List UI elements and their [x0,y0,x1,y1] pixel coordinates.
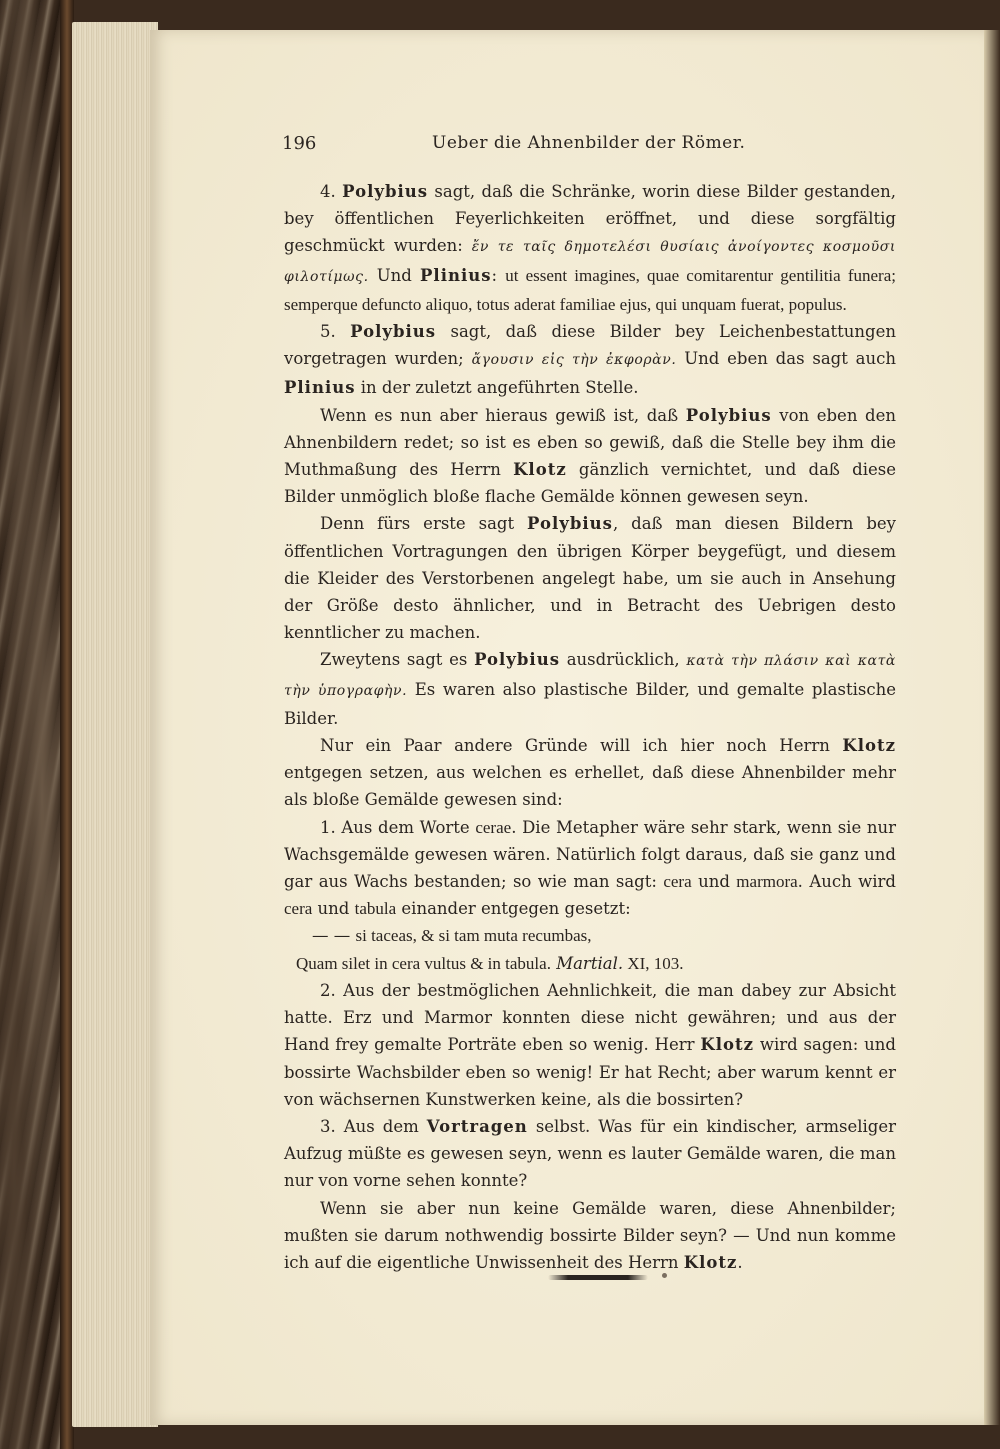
paragraph [284,510,896,646]
spaced-name: Plinius [284,378,356,398]
text-segment: 1. Aus dem Worte [320,817,476,837]
text-segment: sagt, daß die Schränke, worin diese Bilder gestanden, bey öffentlichen Feyerlichkeiten eröffnet, und diese sorgfältig geschmückt wurden: [284,182,896,256]
spaced-name: Polybius [474,650,560,670]
text-segment: Nur ein Paar andere Gründe will ich hier noch Herrn [320,736,843,756]
page-block-edges [72,22,158,1427]
text-segment: — — [312,926,356,946]
text-segment: von eben den Ahnenbildern redet; so ist es eben so gewiß, daß die Stelle bey ihm die Muthmaßung des Herrn [284,405,896,480]
text-segment: : [491,265,506,285]
paragraph [284,977,896,1113]
text-segment: Und [368,265,421,285]
greek-quote: ἔν τε ταῖς δημοτελέσι θυσίαις ἀνοίγοντες κοσμοῦσι φιλοτίμως. [284,239,896,285]
text-segment: . Die Metapher wäre sehr stark, wenn sie nur Wachsgemälde gewesen wären. Natürlich folgt daraus, daß sie ganz und gar aus Wachs bestanden; so wie man sagt: [284,817,896,892]
text-segment: 4. [320,182,343,201]
latin-quote: tabula [354,899,397,919]
text-segment: wird sagen: und bossirte Wachsbilder eben so wenig! Er hat Recht; aber warum kennt er von wächsernen Kunstwerken keine, als die bossirten? [284,1035,896,1109]
paragraph [284,1195,896,1277]
latin-quote: cerae [475,817,512,837]
text-segment: Und eben das sagt auch [676,349,896,369]
text-segment: sagt, daß diese Bilder bey Leichenbestattungen vorgetragen wurden; [284,322,897,369]
spaced-name: Vortragen [426,1116,528,1136]
latin-quote: si taceas, & si tam muta recumbas, [355,926,592,946]
paragraph [284,402,896,511]
greek-quote: κατὰ τὴν πλάσιν καὶ κατὰ τὴν ὑπογραφὴν. [284,653,896,699]
verse-line [284,950,896,977]
text-segment: selbst. Was für ein kindischer, armseliger Aufzug müßte es gewesen seyn, wenn es lauter Gemälde waren, die man nur von vorne sehen konnte? [284,1116,896,1191]
text-segment: entgegen setzen, aus welchen es erhellet, daß diese Ahnenbilder mehr als bloße Gemälde gewesen sind: [284,763,896,810]
text-segment: ausdrücklich, [559,650,687,670]
spaced-name: Polybius [342,182,429,201]
latin-quote: marmora [736,872,798,892]
page-right-edge [984,30,1000,1425]
text-segment: . [737,1252,743,1272]
text-segment: einander entgegen gesetzt: [396,899,631,919]
text-segment: 2. Aus der bestmöglichen Aehnlichkeit, die man dabey zur Absicht hatte. Erz und Marmor konnten diese nicht gewähren; und aus der Hand frey gemalte Porträte eben so wenig. Herr [284,980,896,1055]
end-ornament-dot [662,1273,667,1278]
spaced-name: Polybius [350,322,437,342]
latin-quote: XI, 103. [623,953,684,973]
text-segment: Zweytens sagt es [320,650,475,670]
paragraph [284,646,896,732]
spaced-name: Klotz [513,460,567,480]
page-number: 196 [282,133,317,154]
spaced-name: Klotz [700,1035,754,1055]
text-segment: in der zuletzt angeführten Stelle. [355,378,639,398]
end-ornament-rule [548,1275,648,1280]
paragraph [284,814,896,923]
text-segment: und [312,899,355,919]
text-segment: und [691,872,737,892]
latin-quote: Quam silet in cera vultus & in tabula. [296,953,551,973]
paragraph [284,732,896,814]
text-segment: 5. [320,322,351,342]
spaced-name: Klotz [683,1252,738,1272]
text-segment: gänzlich vernichtet, und daß diese Bilder unmöglich bloße flache Gemälde können gewesen seyn. [284,460,896,507]
spaced-name: Plinius [420,265,492,285]
paragraph [284,318,896,402]
text-segment: Denn fürs erste sagt [320,514,528,534]
verse-line [284,922,896,949]
spaced-name: Polybius [685,405,772,425]
latin-quote: cera [663,872,692,892]
latin-quote: ut essent imagines, quae comitarentur gentilitia funera; semperque defuncto aliquo, totus aderat familiae ejus, qui unquam fuerat, populus. [284,265,896,314]
paragraph [284,178,896,318]
running-title: Ueber die Ahnenbilder der Römer. [432,133,746,153]
text-segment: 3. Aus dem [320,1116,427,1136]
greek-quote: ἄγουσιν εἰς τὴν ἐκφορὰν. [471,352,677,369]
page-header [282,133,902,159]
text-segment: , daß man diesen Bildern bey öffentlichen Vortragungen den übrigen Körper beygefügt, und diesem die Kleider des Verstorbenen angelegt habe, um sie auch in Ansehung der Größe desto ähnlicher, und in Betracht des Uebrigen desto kenntlicher zu machen. [284,514,896,643]
text-segment: Es waren also plastische Bilder, und gemalte plastische Bilder. [284,679,896,728]
text-segment: Wenn es nun aber hieraus gewiß ist, daß [320,405,686,425]
spaced-name: Polybius [527,514,613,534]
citation: Martial. [556,953,624,973]
spaced-name: Klotz [842,736,896,756]
paragraph [284,1113,896,1195]
text-segment: . Auch wird [797,872,896,892]
text-segment: Wenn sie aber nun keine Gemälde waren, diese Ahnenbilder; mußten sie darum nothwendig bossirte Bilder seyn? — Und nun komme ich auf die eigentliche Unwissenheit des Herrn [284,1198,896,1272]
latin-quote: cera [284,899,313,919]
body-text [284,178,896,1276]
